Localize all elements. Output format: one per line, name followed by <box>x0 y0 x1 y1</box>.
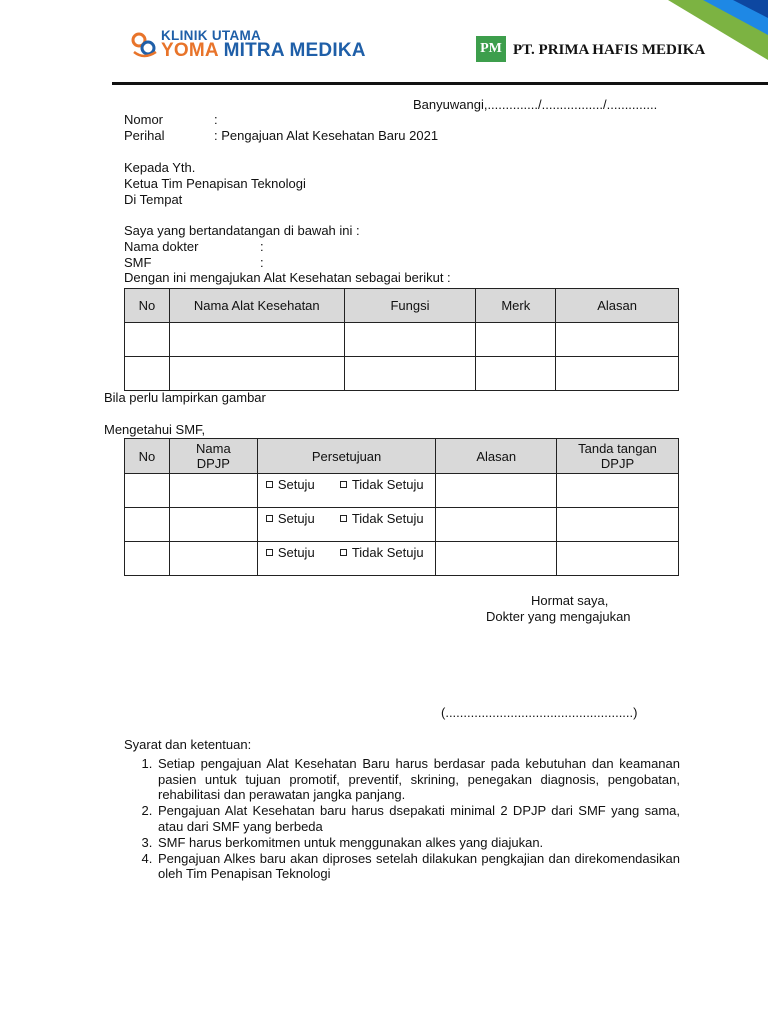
table-row <box>125 323 679 357</box>
table-cell[interactable] <box>344 357 476 391</box>
clinic-logo-name-part2: MITRA MEDIKA <box>223 40 366 61</box>
table-cell[interactable] <box>169 542 257 576</box>
nama-dokter-colon: : <box>260 239 264 254</box>
company-logo-text: PT. PRIMA HAFIS MEDIKA <box>513 42 706 58</box>
table-cell[interactable] <box>557 474 679 508</box>
col-header-persetujuan: Persetujuan <box>257 439 436 474</box>
col-header-fungsi: Fungsi <box>344 289 476 323</box>
option-tidak-setuju[interactable] <box>340 545 424 560</box>
recipient-line-1: Kepada Yth. <box>124 160 196 175</box>
terms-list <box>124 756 680 882</box>
table-cell[interactable] <box>169 357 344 391</box>
approval-table-header <box>125 439 679 474</box>
smf-label: SMF <box>124 255 152 270</box>
checkbox-icon[interactable] <box>340 549 347 556</box>
closing-line-2: Dokter yang mengajukan <box>486 609 631 624</box>
table-cell[interactable] <box>125 357 170 391</box>
approval-intro: Mengetahui SMF, <box>104 422 206 437</box>
table-cell[interactable] <box>125 323 170 357</box>
col-header-nama-dpjp <box>169 439 257 474</box>
table-cell[interactable] <box>169 508 257 542</box>
option-setuju-label: Setuju <box>277 511 315 526</box>
checkbox-icon[interactable] <box>340 515 347 522</box>
table-cell[interactable] <box>557 542 679 576</box>
closing-line-1: Hormat saya, <box>531 593 609 608</box>
approval-options-cell <box>257 542 436 576</box>
table-cell[interactable] <box>436 474 557 508</box>
equipment-table-header <box>125 289 679 323</box>
checkbox-icon[interactable] <box>340 481 347 488</box>
table-cell[interactable] <box>169 323 344 357</box>
clinic-logo-name <box>161 40 366 62</box>
approval-options-cell <box>257 508 436 542</box>
col-header-alasan: Alasan <box>556 289 679 323</box>
option-tidak-setuju-label: Tidak Setuju <box>351 511 424 526</box>
col-header-tanda-tangan <box>557 439 679 474</box>
table-cell[interactable] <box>169 474 257 508</box>
intro-text: Saya yang bertandatangan di bawah ini : <box>124 223 360 238</box>
list-item: 4. Pengajuan Alkes baru akan diproses setelah dilakukan pengkajian dan direkomendasikan oleh Tim Penapisan Teknologi <box>156 851 680 883</box>
checkbox-icon[interactable] <box>266 549 273 556</box>
clinic-logo-small-text: KLINIK UTAMA <box>161 28 262 43</box>
nama-dokter-label: Nama dokter <box>124 239 199 254</box>
request-intro: Dengan ini mengajukan Alat Kesehatan sebagai berikut : <box>124 270 451 285</box>
option-tidak-setuju-label: Tidak Setuju <box>351 477 424 492</box>
option-setuju[interactable] <box>266 545 315 560</box>
option-setuju[interactable] <box>266 477 315 492</box>
table-cell[interactable] <box>557 508 679 542</box>
table-cell[interactable] <box>125 474 170 508</box>
perihal-label: Perihal <box>124 128 165 143</box>
table-cell[interactable] <box>436 508 557 542</box>
table-cell[interactable] <box>556 357 679 391</box>
clinic-logo-name-part1: YOMA <box>161 40 219 61</box>
signature-name-line: (....................................................) <box>441 705 638 720</box>
table-row <box>125 357 679 391</box>
terms-title: Syarat dan ketentuan: <box>124 737 252 752</box>
checkbox-icon[interactable] <box>266 481 273 488</box>
col-header-merk: Merk <box>476 289 556 323</box>
corner-decoration <box>648 0 768 80</box>
table-cell[interactable] <box>476 357 556 391</box>
list-item: 2. Pengajuan Alat Kesehatan baru harus dsepakati minimal 2 DPJP dari SMF yang sama, atau dari SMF yang berbeda <box>156 803 680 835</box>
table-cell[interactable] <box>344 323 476 357</box>
col-header-alasan: Alasan <box>436 439 557 474</box>
list-item: 1. Setiap pengajuan Alat Kesehatan Baru harus berdasar pada kebutuhan dan keamanan pasien untuk tujuan promotif, preventif, skrining, penegakan diagnosis, pengobatan, rehabilitasi dan perawatan jangka panjang. <box>156 756 680 803</box>
option-setuju-label: Setuju <box>277 477 315 492</box>
place-date: Banyuwangi,............../................./.............. <box>413 97 658 112</box>
terms-section <box>124 737 680 882</box>
company-logo-mark: PM <box>476 36 506 62</box>
approval-table <box>124 438 679 576</box>
nomor-colon: : <box>214 112 218 127</box>
table-row <box>125 474 679 508</box>
perihal-value: : Pengajuan Alat Kesehatan Baru 2021 <box>214 128 439 143</box>
col-header-no: No <box>125 439 170 474</box>
table-cell[interactable] <box>556 323 679 357</box>
nomor-label: Nomor <box>124 112 164 127</box>
table-cell[interactable] <box>125 542 170 576</box>
table-cell[interactable] <box>436 542 557 576</box>
smf-colon: : <box>260 255 264 270</box>
table-cell[interactable] <box>476 323 556 357</box>
option-setuju-label: Setuju <box>277 545 315 560</box>
recipient-line-2: Ketua Tim Penapisan Teknologi <box>124 176 306 191</box>
col-header-no: No <box>125 289 170 323</box>
col-header-nama-alat: Nama Alat Kesehatan <box>169 289 344 323</box>
header-divider <box>112 82 768 85</box>
equipment-table <box>124 288 679 391</box>
approval-options-cell <box>257 474 436 508</box>
option-tidak-setuju[interactable] <box>340 511 424 526</box>
list-item: 3. SMF harus berkomitmen untuk menggunakan alkes yang diajukan. <box>156 835 680 851</box>
checkbox-icon[interactable] <box>266 515 273 522</box>
option-setuju[interactable] <box>266 511 315 526</box>
table-cell[interactable] <box>125 508 170 542</box>
table-row <box>125 508 679 542</box>
clinic-logo-icon <box>130 30 160 60</box>
attach-note: Bila perlu lampirkan gambar <box>104 390 266 405</box>
col-header-nama-dpjp-label: Nama DPJP <box>196 441 231 471</box>
col-header-tanda-tangan-label: Tanda tangan DPJP <box>578 441 657 471</box>
recipient-line-3: Di Tempat <box>124 192 183 207</box>
table-row <box>125 542 679 576</box>
option-tidak-setuju-label: Tidak Setuju <box>351 545 424 560</box>
option-tidak-setuju[interactable] <box>340 477 424 492</box>
